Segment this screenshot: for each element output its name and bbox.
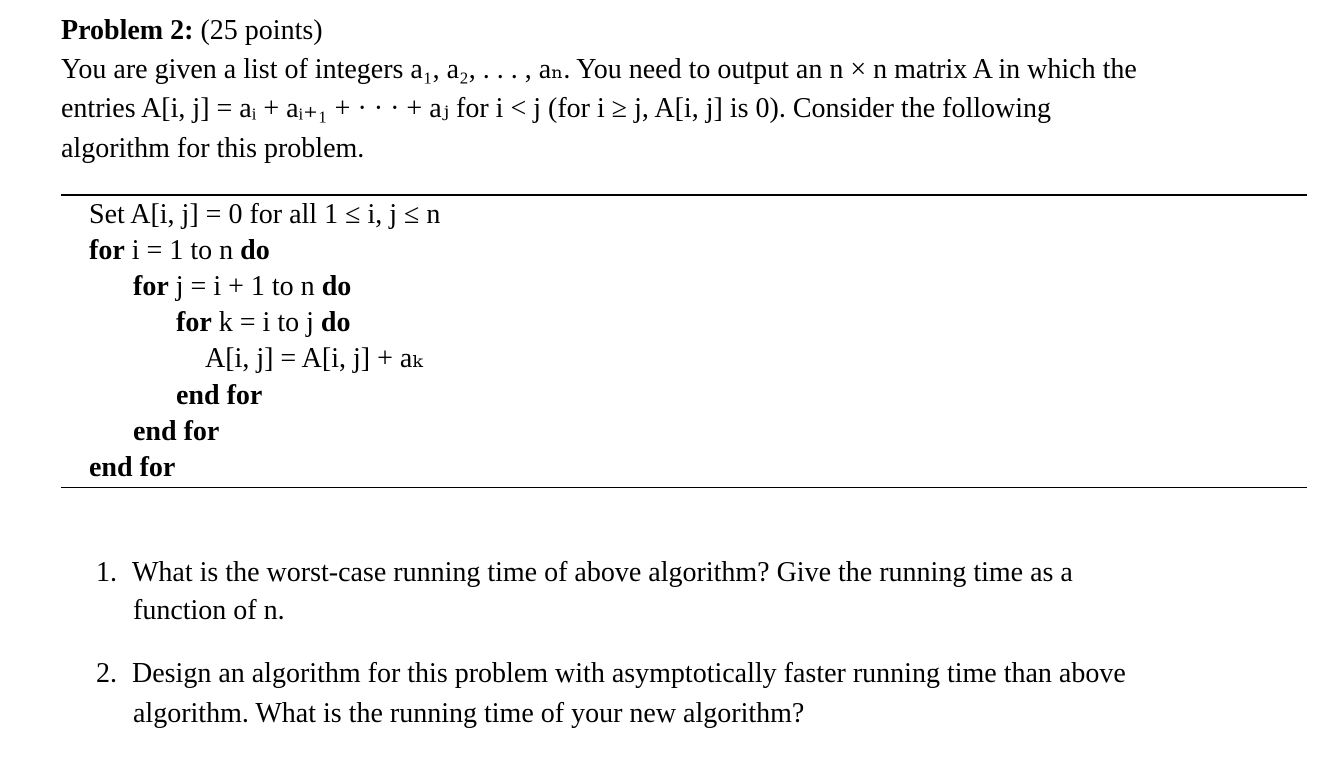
algo-line-for-i: for i = 1 to n do (89, 235, 270, 266)
algo-line-end-for-j: end for (133, 416, 220, 447)
algo-line-for-k: for k = i to j do (176, 307, 351, 338)
question-2-line-1: Design an algorithm for this problem with asymptotically faster running time than above (132, 658, 1126, 689)
question-1-line-2: function of n. (133, 595, 285, 626)
statement-line-3: algorithm for this problem. (61, 133, 365, 164)
statement-line-1: You are given a list of integers a₁, a₂, . . . , aₙ. You need to output an n × n matrix A in which the (61, 54, 1137, 85)
algo-line-assign: A[i, j] = A[i, j] + aₖ (205, 343, 423, 374)
algorithm-top-rule (61, 194, 1307, 196)
question-1 (96, 554, 1073, 592)
problem-title: Problem 2: (25 points) (61, 15, 323, 46)
algorithm-bottom-rule (61, 487, 1307, 488)
question-1-line-1: What is the worst-case running time of above algorithm? Give the running time as a (132, 557, 1073, 588)
question-2-line-2: algorithm. What is the running time of your new algorithm? (133, 698, 805, 729)
problem-points: (25 points) (200, 15, 323, 46)
algo-line-set: Set A[i, j] = 0 for all 1 ≤ i, j ≤ n (89, 199, 441, 230)
algo-line-for-j: for j = i + 1 to n do (133, 271, 352, 302)
statement-line-2: entries A[i, j] = aᵢ + aᵢ₊₁ + · · · + aⱼ for i < j (for i ≥ j, A[i, j] is 0). Consider the following (61, 93, 1052, 124)
problem-heading: Problem 2 (61, 15, 185, 46)
algo-line-end-for-i: end for (89, 452, 176, 483)
algo-line-end-for-k: end for (176, 380, 263, 411)
question-2 (96, 655, 1126, 693)
question-1-number: 1. (96, 557, 117, 588)
question-2-number: 2. (96, 658, 117, 689)
